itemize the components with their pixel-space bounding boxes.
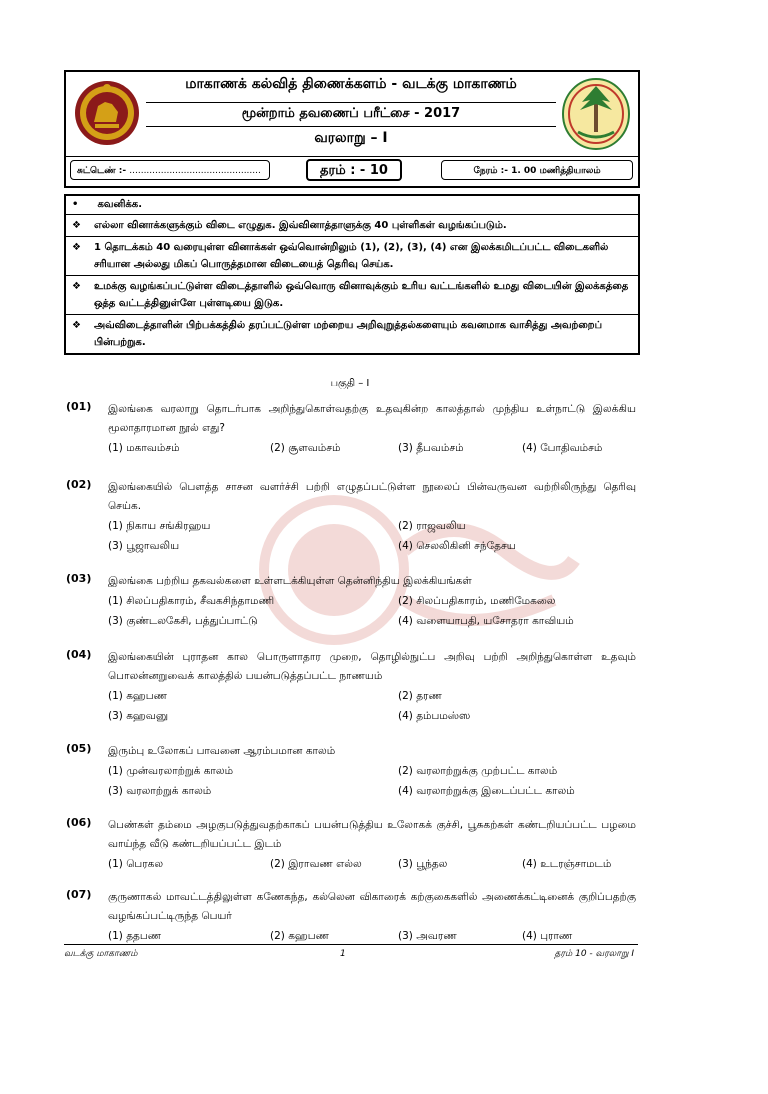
option-1[interactable]: (1) மகாவம்சம் <box>108 442 180 454</box>
bullet-icon: • <box>72 199 79 210</box>
grade-box: தரம் : - 10 <box>306 159 402 181</box>
option-2[interactable]: (2) சிலப்பதிகாரம், மணிமேகலை <box>398 595 556 607</box>
instruction-text: எல்லா வினாக்களுக்கும் விடை எழுதுக. இவ்வினாத்தாளுக்கு 40 புள்ளிகள் வழங்கப்படும். <box>94 220 507 231</box>
option-1[interactable]: (1) முன்வரலாற்றுக் காலம் <box>108 765 234 777</box>
national-emblem-icon <box>72 78 142 148</box>
option-4[interactable]: (4) வரலாற்றுக்கு இடைப்பட்ட காலம் <box>398 785 575 797</box>
department-title: மாகாணக் கல்வித் திணைக்களம் - வடக்கு மாகாணம் <box>185 76 517 92</box>
option-4[interactable]: (4) தம்பமஸ்ஸ <box>398 710 471 722</box>
question-7 <box>66 888 636 946</box>
question-text: குருணாகல் மாவட்டத்திலுள்ள கணேகந்த, கல்லென விகாரைக் கற்குகைகளில் அணைக்கட்டினைக் குறிப்பதற்கு வழங்கப்பட்டிருந்த பெயர் <box>108 891 636 922</box>
option-2[interactable]: (2) இராவண எல்ல <box>270 858 362 870</box>
option-3[interactable]: (3) பூஜாவலிய <box>108 540 180 552</box>
option-2[interactable]: (2) வரலாற்றுக்கு முற்பட்ட காலம் <box>398 765 558 777</box>
diamond-bullet-icon: ❖ <box>72 220 81 231</box>
options-row <box>108 706 636 726</box>
question-text: இலங்கை பற்றிய தகவல்களை உள்ளடக்கியுள்ள தென்னிந்திய இலக்கியங்கள் <box>108 575 472 587</box>
exam-page <box>64 70 638 1094</box>
question-number: (04) <box>66 648 92 661</box>
option-2[interactable]: (2) தரண <box>398 690 442 702</box>
question-2 <box>66 478 636 556</box>
header-divider <box>146 102 556 103</box>
page-number: 1 <box>340 949 346 959</box>
provincial-emblem-icon <box>560 76 632 152</box>
options-row <box>108 926 636 946</box>
question-number: (01) <box>66 400 92 413</box>
question-text: இலங்கையில் பௌத்த சாசன வளர்ச்சி பற்றி எழுதப்பட்டுள்ள நூலைப் பின்வருவன வற்றிலிருந்து தெரிவு செய்க. <box>108 481 636 512</box>
question-number: (02) <box>66 478 92 491</box>
option-3[interactable]: (3) வரலாற்றுக் காலம் <box>108 785 212 797</box>
question-5 <box>66 742 636 801</box>
instructions-heading <box>66 196 638 215</box>
option-2[interactable]: (2) ராஜவலிய <box>398 520 466 532</box>
options-row <box>108 536 636 556</box>
time-box: நேரம் :- 1. 00 மணித்தியாலம் <box>441 160 633 180</box>
diamond-bullet-icon: ❖ <box>72 320 81 331</box>
option-3[interactable]: (3) குண்டலகேசி, பத்துப்பாட்டு <box>108 615 258 627</box>
options-row <box>108 438 636 458</box>
instruction-text: உமக்கு வழங்கப்பட்டுள்ள விடைத்தாளில் ஒவ்வொரு வினாவுக்கும் உரிய வட்டங்களில் உமது விடையின் இலக்கத்தை ஒத்த வட்டத்தினுள்ளே புள்ளடியை இடுக. <box>94 281 629 309</box>
options-row <box>108 686 636 706</box>
option-2[interactable]: (2) சூளவம்சம் <box>270 442 341 454</box>
question-text: பெண்கள் தம்மை அழகுபடுத்துவதற்காகப் பயன்படுத்திய உலோகக் குச்சி, பூசுகற்கள் கண்டறியப்பட்ட பழமை வாய்ந்த வீடு கண்டறியப்பட்ட இடம் <box>108 819 636 850</box>
option-2[interactable]: (2) கஹபண <box>270 930 329 942</box>
option-1[interactable]: (1) கஹபண <box>108 690 167 702</box>
footer-province: வடக்கு மாகாணம் <box>64 949 138 959</box>
instruction-item <box>66 237 638 276</box>
exam-info-row <box>66 156 638 185</box>
options-row <box>108 611 636 631</box>
options-row <box>108 781 636 801</box>
question-number: (06) <box>66 816 92 829</box>
option-4[interactable]: (4) போதிவம்சம் <box>522 442 603 454</box>
subject-title: வரலாறு – I <box>314 130 388 146</box>
part-title: பகுதி – I <box>330 378 370 389</box>
index-number-field[interactable] <box>70 160 270 180</box>
option-1[interactable]: (1) நிகாய சங்கிரஹய <box>108 520 211 532</box>
instructions-box <box>64 194 640 355</box>
exam-header <box>64 70 640 188</box>
options-row <box>108 591 636 611</box>
option-4[interactable]: (4) வளையாபதி, யசோதரா காவியம் <box>398 615 574 627</box>
question-text: இரும்பு உலோகப் பாவனை ஆரம்பமான காலம் <box>108 745 336 757</box>
question-3 <box>66 572 636 631</box>
question-number: (03) <box>66 572 92 585</box>
footer-subject: தரம் 10 - வரலாறு I <box>554 949 634 959</box>
option-3[interactable]: (3) தீபவம்சம் <box>398 442 464 454</box>
question-number: (07) <box>66 888 92 901</box>
option-1[interactable]: (1) பெரகல <box>108 858 164 870</box>
page-footer <box>64 944 638 959</box>
index-label: சுட்டெண் :- <box>77 166 127 176</box>
diamond-bullet-icon: ❖ <box>72 242 81 253</box>
question-4 <box>66 648 636 726</box>
instruction-item <box>66 215 638 237</box>
question-text: இலங்கை வரலாறு தொடர்பாக அறிந்துகொள்வதற்கு உதவுகின்ற காலத்தால் முந்திய உள்நாட்டு இலக்கிய மூலாதாரமான நூல் எது? <box>108 403 636 434</box>
diamond-bullet-icon: ❖ <box>72 281 81 292</box>
option-4[interactable]: (4) புராண <box>522 930 573 942</box>
instruction-item <box>66 276 638 315</box>
instruction-item <box>66 315 638 353</box>
option-3[interactable]: (3) அவரண <box>398 930 457 942</box>
instruction-text: 1 தொடக்கம் 40 வரையுள்ள வினாக்கள் ஒவ்வொன்றிலும் (1), (2), (3), (4) என இலக்கமிடப்பட்ட விடைகளில் சரியான அல்லது மிகப் பொருத்தமான விடையைத் தெரிவு செய்க. <box>94 242 609 270</box>
options-row <box>108 516 636 536</box>
header-divider <box>146 126 556 127</box>
options-row <box>108 761 636 781</box>
option-4[interactable]: (4) உடரஞ்சாமடம் <box>522 858 612 870</box>
index-dots: .............................................. <box>129 166 261 176</box>
question-1 <box>66 400 636 458</box>
question-number: (05) <box>66 742 92 755</box>
question-6 <box>66 816 636 874</box>
option-1[interactable]: (1) சிலப்பதிகாரம், சீவகசிந்தாமணி <box>108 595 275 607</box>
option-1[interactable]: (1) ததபண <box>108 930 162 942</box>
options-row <box>108 854 636 874</box>
question-text: இலங்கையின் புராதன கால பொருளாதார முறை, தொழில்நுட்ப அறிவு பற்றி அறிந்துகொள்ள உதவும் பொலன்னறுவைக் காலத்தில் பயன்படுத்தப்பட்ட நாணயம் <box>108 651 636 682</box>
instruction-text: அவ்விடைத்தாளின் பிற்பக்கத்தில் தரப்பட்டுள்ள மற்றைய அறிவுறுத்தல்களையும் கவனமாக வாசித்து அவற்றைப் பின்பற்றுக. <box>94 320 603 348</box>
exam-title: மூன்றாம் தவணைப் பரீட்சை - 2017 <box>241 106 461 121</box>
option-3[interactable]: (3) கஹவனு <box>108 710 169 722</box>
option-4[interactable]: (4) செலலிகினி சந்தேசய <box>398 540 516 552</box>
instructions-heading-text: கவனிக்க. <box>97 199 143 210</box>
option-3[interactable]: (3) பூந்தல <box>398 858 448 870</box>
